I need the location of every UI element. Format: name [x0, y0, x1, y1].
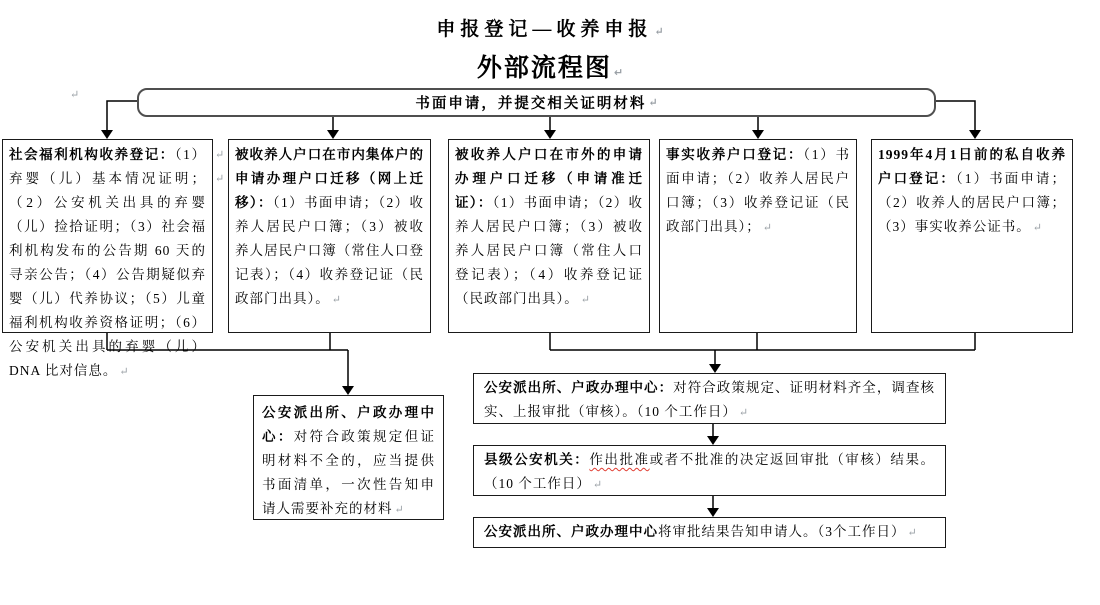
process-box-county-decision: [473, 445, 946, 496]
paragraph-mark-icon: ↵: [215, 173, 225, 185]
supplement-box-title: 公安派出所、户政办理中心：: [262, 405, 435, 444]
paragraph-mark-icon: ↵: [119, 366, 129, 378]
supplement-box-body: 对符合政策规定但证明材料不全的，应当提供书面清单，一次性告知申请人需要补充的材料: [262, 429, 436, 516]
branch-box-title: 1999年4月1日前的私自收养户口登记：: [878, 147, 1066, 186]
process-box-title: 县级公安机关：: [484, 452, 590, 467]
paragraph-mark-icon: ↵: [580, 294, 590, 306]
paragraph-mark-icon: ↵: [1032, 222, 1042, 234]
start-box-written-application: 书面申请，并提交相关证明材料 ↵: [137, 88, 936, 117]
page-title: 申报登记—收养申报 ↵: [436, 19, 664, 40]
arrowheads-top: [101, 130, 981, 139]
process-box-body: 对符合政策规定、证明材料齐全，调查核实、上报审批（审核）。（10 个工作日）: [484, 380, 936, 419]
branch-box-city-collective-hukou: [228, 139, 431, 333]
branch-box-body: （1）书面申请；（2）收养人的居民户口簿；（3）事实收养公证书。: [878, 171, 1067, 234]
paragraph-mark-icon: ↵: [331, 294, 341, 306]
paragraph-mark-icon: ↵: [738, 407, 749, 419]
paragraph-mark-icon: ↵: [762, 222, 772, 234]
branch-box-title: 事实收养户口登记：: [666, 147, 804, 162]
branch-box-welfare-institution: [2, 139, 213, 378]
process-box-body: 将审批结果告知申请人。（3个工作日）: [658, 524, 906, 539]
right-collector-lines: [550, 333, 975, 366]
branch-box-title: 被收养人户口在市外的申请办理户口迁移（申请准迁证）：: [455, 147, 643, 210]
process-box-title: 公安派出所、户政办理中心: [484, 524, 658, 539]
paragraph-mark-icon: ↵: [394, 504, 404, 516]
process-box-title: 公安派出所、户政办理中心：: [484, 380, 674, 395]
paragraph-mark-icon: ↵: [613, 67, 624, 79]
branch-box-body: （1）弃婴（儿）基本情况证明；（2）公安机关出具的弃婴（儿）捡拾证明；（3）社会福利机构发布的公告期 60 天的寻亲公告；（4）公告期疑似弃婴（儿）代养协议；（5）儿童福利机构收养资格证明；（6）公安机关出具的弃婴（儿）DNA 比对信息。: [9, 147, 207, 378]
paragraph-mark-icon: ↵: [654, 26, 664, 38]
process-box-notify-applicant: [473, 517, 946, 548]
branch-box-title: 社会福利机构收养登记：: [9, 147, 175, 162]
paragraph-mark-icon: ↵: [648, 97, 658, 109]
branch-box-body: （1）书面申请；（2）收养人居民户口簿；（3）收养登记证（民政部门出具）；: [666, 147, 850, 234]
supplement-notice-box: [253, 395, 444, 520]
branch-box-outside-city-hukou: [448, 139, 650, 333]
branch-box-body: （1）书面申请；（2）收养人居民户口簿；（3）被收养人居民户口簿（常住人口登记表）；（4）收养登记证（民政部门出具）。: [455, 195, 644, 306]
arrowhead-process3: [707, 508, 719, 517]
paragraph-mark-icon: ↵: [907, 527, 917, 539]
paragraph-mark-icon: ↵: [592, 479, 603, 491]
process-box-body: 或者不批准的决定返回审批（审核）结果。（10 个工作日）: [484, 452, 936, 491]
page-subtitle: 外部流程图 ↵: [476, 54, 624, 82]
spellcheck-flagged-text: 作出批准: [589, 452, 650, 467]
paragraph-mark-icon: ↵: [215, 149, 225, 161]
arrowhead-process1: [709, 364, 721, 373]
branch-box-pre-1999-adoption: [871, 139, 1073, 333]
process-box-police-review: [473, 373, 946, 424]
branch-box-title: 被收养人户口在市内集体户的申请办理户口迁移（网上迁移）：: [235, 147, 424, 210]
arrowhead-supplement: [342, 386, 354, 395]
branch-box-de-facto-adoption: [659, 139, 857, 333]
branch-box-body: （1）书面申请；（2）收养人居民户口簿；（3）被收养人居民户口簿（常住人口登记表）；（4）收养登记证（民政部门出具）。: [235, 195, 424, 306]
paragraph-mark-icon: ↵: [70, 89, 80, 101]
arrowhead-process2: [707, 436, 719, 445]
